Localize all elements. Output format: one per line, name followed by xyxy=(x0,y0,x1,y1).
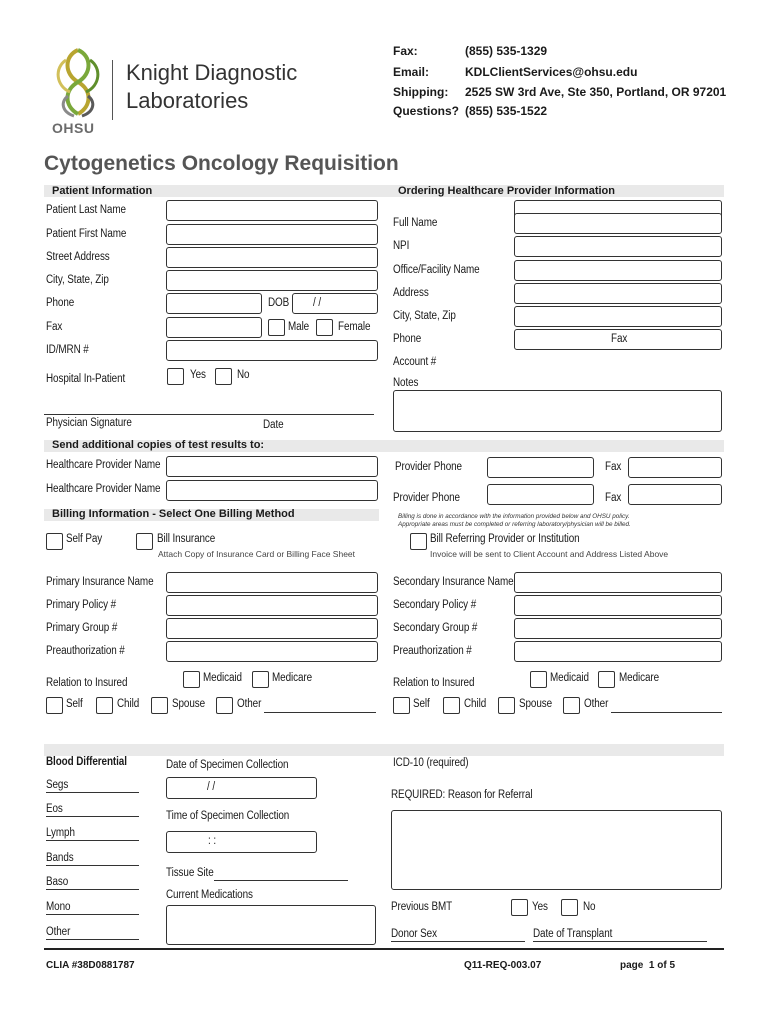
bill-referring-note: Invoice will be sent to Client Account and Address Listed Above xyxy=(430,549,669,559)
footer-rule xyxy=(44,948,724,950)
contact-shipping-label: Shipping: xyxy=(393,85,449,99)
notes-input[interactable] xyxy=(393,390,722,432)
primary-policy-label: Primary Policy # xyxy=(46,599,117,611)
ohsu-logo-text: OHSU xyxy=(52,120,95,136)
id-mrn-label: ID/MRN # xyxy=(46,344,89,356)
primary-group-input[interactable] xyxy=(166,618,378,639)
time-collection-input[interactable] xyxy=(166,831,317,853)
reason-for-referral-input[interactable] xyxy=(391,810,722,890)
provider-full-name-input[interactable] xyxy=(514,213,722,234)
tissue-site-label: Tissue Site xyxy=(166,867,214,879)
provider-phone-2-input[interactable] xyxy=(487,484,594,505)
cell-eos-line[interactable] xyxy=(46,816,139,817)
dob-input[interactable] xyxy=(292,293,378,314)
header-divider xyxy=(112,60,113,120)
secondary-other-label: Other xyxy=(584,698,609,710)
preauth-2-input[interactable] xyxy=(514,641,722,662)
cell-segs-label: Segs xyxy=(46,779,69,791)
female-label: Female xyxy=(338,321,371,333)
id-mrn-input[interactable] xyxy=(166,340,378,361)
lab-name-line2: Laboratories xyxy=(126,88,249,113)
contact-email-value[interactable]: KDLClientServices@ohsu.edu xyxy=(465,65,638,79)
secondary-other-line xyxy=(611,712,722,713)
primary-policy-input[interactable] xyxy=(166,595,378,616)
primary-other-line xyxy=(264,712,376,713)
secondary-policy-input[interactable] xyxy=(514,595,722,616)
primary-insurance-name-input[interactable] xyxy=(166,572,378,593)
inpatient-label: Hospital In-Patient xyxy=(46,373,126,385)
secondary-spouse-checkbox[interactable] xyxy=(498,697,515,714)
primary-self-checkbox[interactable] xyxy=(46,697,63,714)
provider-phone-2-label: Provider Phone xyxy=(393,492,460,504)
cell-segs-line[interactable] xyxy=(46,792,139,793)
donor-sex-label: Donor Sex xyxy=(391,928,437,940)
cell-other-line[interactable] xyxy=(46,939,139,940)
inpatient-yes-checkbox[interactable] xyxy=(167,368,184,385)
time-collection-label: Time of Specimen Collection xyxy=(166,810,290,822)
primary-other-label: Other xyxy=(237,698,262,710)
hp-name-2-label: Healthcare Provider Name xyxy=(46,483,161,495)
form-title: Cytogenetics Oncology Requisition xyxy=(44,152,399,175)
preauth-1-label: Preauthorization # xyxy=(46,645,125,657)
date-transplant-line[interactable] xyxy=(533,941,707,942)
primary-self-label: Self xyxy=(66,698,83,710)
copies-fax-2-label: Fax xyxy=(605,492,622,504)
secondary-policy-label: Secondary Policy # xyxy=(393,599,477,611)
hp-name-1-input[interactable] xyxy=(166,456,378,477)
primary-insurance-name-label: Primary Insurance Name xyxy=(46,576,154,588)
bmt-yes-label: Yes xyxy=(532,901,548,913)
patient-first-name-input[interactable] xyxy=(166,224,378,245)
contact-fax-value: (855) 535-1329 xyxy=(465,44,548,58)
secondary-medicare-checkbox[interactable] xyxy=(598,671,615,688)
primary-spouse-checkbox[interactable] xyxy=(151,697,168,714)
copies-fax-1-label: Fax xyxy=(605,461,622,473)
provider-npi-input[interactable] xyxy=(514,236,722,257)
secondary-self-checkbox[interactable] xyxy=(393,697,410,714)
cell-mono-label: Mono xyxy=(46,901,71,913)
date-collection-separators: / / xyxy=(207,781,215,793)
street-address-input[interactable] xyxy=(166,247,378,268)
preauth-2-label: Preauthorization # xyxy=(393,645,472,657)
bmt-yes-checkbox[interactable] xyxy=(511,899,528,916)
secondary-spouse-label: Spouse xyxy=(519,698,553,710)
primary-medicaid-label: Medicaid xyxy=(203,672,242,684)
specimen-band xyxy=(44,744,724,756)
secondary-medicare-label: Medicare xyxy=(619,672,659,684)
secondary-insurance-name-input[interactable] xyxy=(514,572,722,593)
bmt-no-checkbox[interactable] xyxy=(561,899,578,916)
donor-sex-line[interactable] xyxy=(391,941,525,942)
provider-fax-label: Fax xyxy=(611,333,628,345)
hp-name-2-input[interactable] xyxy=(166,480,378,501)
billing-section-label: Billing Information - Select One Billing Method xyxy=(52,508,295,520)
copies-fax-2-input[interactable] xyxy=(628,484,722,505)
cell-bands-label: Bands xyxy=(46,852,74,864)
inpatient-yes-label: Yes xyxy=(190,369,206,381)
secondary-other-checkbox[interactable] xyxy=(563,697,580,714)
cell-baso-label: Baso xyxy=(46,876,69,888)
bmt-no-label: No xyxy=(583,901,596,913)
preauth-1-input[interactable] xyxy=(166,641,378,662)
secondary-medicaid-label: Medicaid xyxy=(550,672,589,684)
billing-note-line2: Appropriate areas must be completed or referring laboratory/physician will be billed. xyxy=(398,521,631,528)
self-pay-label: Self Pay xyxy=(66,533,103,545)
provider-phone-1-input[interactable] xyxy=(487,457,594,478)
cell-bands-line[interactable] xyxy=(46,865,139,866)
lab-name-line1: Knight Diagnostic xyxy=(126,60,298,85)
primary-child-label: Child xyxy=(117,698,140,710)
cell-baso-line[interactable] xyxy=(46,889,139,890)
reason-for-referral-label: REQUIRED: Reason for Referral xyxy=(391,789,533,801)
primary-child-checkbox[interactable] xyxy=(96,697,113,714)
provider-city-label: City, State, Zip xyxy=(393,310,456,322)
secondary-group-label: Secondary Group # xyxy=(393,622,478,634)
form-id: Q11-REQ-003.07 xyxy=(464,960,542,971)
primary-medicare-checkbox[interactable] xyxy=(252,671,269,688)
dob-separators: / / xyxy=(313,297,321,309)
inpatient-no-checkbox[interactable] xyxy=(215,368,232,385)
provider-address-label: Address xyxy=(393,287,429,299)
time-collection-separators: : : xyxy=(208,835,216,847)
primary-other-checkbox[interactable] xyxy=(216,697,233,714)
page-number: page 1 of 5 xyxy=(620,960,676,971)
bill-insurance-label: Bill Insurance xyxy=(157,533,216,545)
secondary-child-label: Child xyxy=(464,698,487,710)
date-collection-input[interactable] xyxy=(166,777,317,799)
primary-spouse-label: Spouse xyxy=(172,698,206,710)
patient-fax-label: Fax xyxy=(46,321,63,333)
secondary-relation-label: Relation to Insured xyxy=(393,677,475,689)
male-label: Male xyxy=(288,321,310,333)
secondary-self-label: Self xyxy=(413,698,430,710)
notes-label: Notes xyxy=(393,377,419,389)
clia-number: CLIA #38D0881787 xyxy=(46,960,135,971)
contact-shipping-value: 2525 SW 3rd Ave, Ste 350, Portland, OR 97201 xyxy=(465,85,727,99)
provider-city-input[interactable] xyxy=(514,306,722,327)
patient-last-name-label: Patient Last Name xyxy=(46,204,126,216)
patient-fax-input[interactable] xyxy=(166,317,262,338)
tissue-site-line[interactable] xyxy=(214,880,348,881)
patient-phone-input[interactable] xyxy=(166,293,262,314)
patient-phone-label: Phone xyxy=(46,297,75,309)
bill-insurance-note: Attach Copy of Insurance Card or Billing Face Sheet xyxy=(158,549,356,559)
cell-eos-label: Eos xyxy=(46,803,63,815)
contact-questions-value: (855) 535-1522 xyxy=(465,104,548,118)
primary-relation-label: Relation to Insured xyxy=(46,677,128,689)
bill-referring-checkbox[interactable] xyxy=(410,533,427,550)
contact-email-label: Email: xyxy=(393,65,430,79)
provider-section-label: Ordering Healthcare Provider Information xyxy=(398,185,615,197)
secondary-child-checkbox[interactable] xyxy=(443,697,460,714)
patient-first-name-label: Patient First Name xyxy=(46,228,127,240)
cell-mono-line[interactable] xyxy=(46,914,139,915)
contact-fax-label: Fax: xyxy=(393,44,418,58)
billing-note-line1: Billing is done in accordance with the information provided below and OHSU policy. xyxy=(398,513,630,520)
copies-fax-1-input[interactable] xyxy=(628,457,722,478)
cell-other-label: Other xyxy=(46,926,71,938)
provider-full-name-label: Full Name xyxy=(393,217,438,229)
contact-questions-label: Questions? xyxy=(393,104,460,118)
previous-bmt-label: Previous BMT xyxy=(391,901,453,913)
office-facility-input[interactable] xyxy=(514,260,722,281)
primary-medicaid-checkbox[interactable] xyxy=(183,671,200,688)
cell-lymph-line[interactable] xyxy=(46,840,139,841)
male-checkbox[interactable] xyxy=(268,319,285,336)
female-checkbox[interactable] xyxy=(316,319,333,336)
secondary-insurance-name-label: Secondary Insurance Name xyxy=(393,576,514,588)
ohsu-logo xyxy=(46,44,110,136)
copies-section-label: Send additional copies of test results to: xyxy=(52,439,265,451)
provider-phone-label: Phone xyxy=(393,333,422,345)
provider-address-input[interactable] xyxy=(514,283,722,304)
current-medications-label: Current Medications xyxy=(166,889,253,901)
patient-city-input[interactable] xyxy=(166,270,378,291)
signature-line xyxy=(44,414,374,415)
bill-insurance-checkbox[interactable] xyxy=(136,533,153,550)
hp-name-1-label: Healthcare Provider Name xyxy=(46,459,161,471)
cell-lymph-label: Lymph xyxy=(46,827,75,839)
self-pay-checkbox[interactable] xyxy=(46,533,63,550)
current-medications-input[interactable] xyxy=(166,905,376,945)
provider-phone-1-label: Provider Phone xyxy=(395,461,462,473)
blood-differential-label: Blood Differential xyxy=(46,756,127,768)
office-facility-label: Office/Facility Name xyxy=(393,264,480,276)
date-transplant-label: Date of Transplant xyxy=(533,928,613,940)
patient-last-name-input[interactable] xyxy=(166,200,378,221)
account-number-label: Account # xyxy=(393,356,437,368)
patient-section-label: Patient Information xyxy=(52,185,153,197)
street-address-label: Street Address xyxy=(46,251,110,263)
primary-group-label: Primary Group # xyxy=(46,622,118,634)
dob-label: DOB xyxy=(268,297,290,309)
secondary-medicaid-checkbox[interactable] xyxy=(530,671,547,688)
date-collection-label: Date of Specimen Collection xyxy=(166,759,289,771)
patient-city-label: City, State, Zip xyxy=(46,274,109,286)
physician-signature-label: Physician Signature xyxy=(46,417,132,429)
provider-npi-label: NPI xyxy=(393,240,410,252)
bill-referring-label: Bill Referring Provider or Institution xyxy=(430,533,580,545)
secondary-group-input[interactable] xyxy=(514,618,722,639)
signature-date-label: Date xyxy=(263,419,284,431)
icd10-label: ICD-10 (required) xyxy=(393,757,469,769)
primary-medicare-label: Medicare xyxy=(272,672,312,684)
inpatient-no-label: No xyxy=(237,369,250,381)
